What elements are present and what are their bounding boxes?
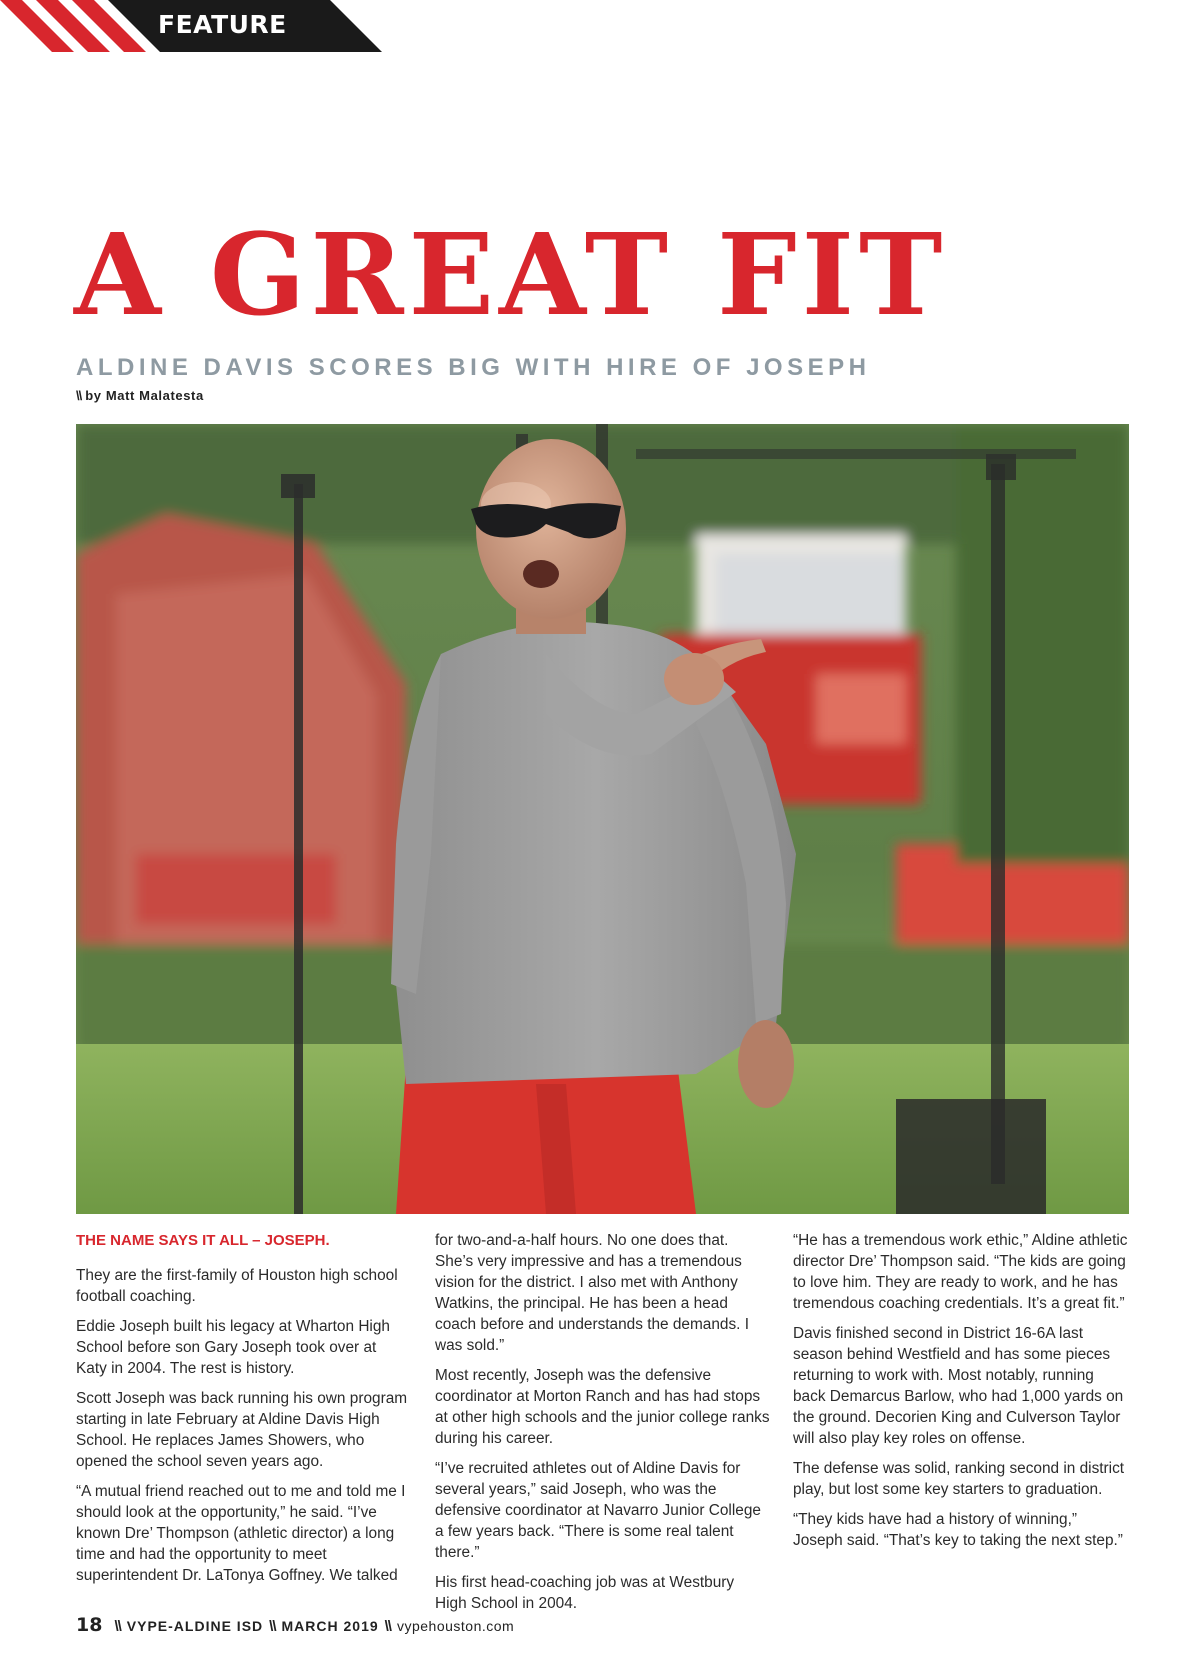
website: vypehouston.com	[396, 1618, 515, 1634]
paragraph: Davis finished second in District 16-6A last season behind Westfield and has some pieces returning to work with. Most notably, running back Demarcus Barlow, who had 1,000 yards on the ground. Decorien King and Culverson Taylor will also play key roles on offense.	[793, 1325, 1124, 1447]
article-column-1	[76, 1230, 411, 1595]
section-tab	[0, 0, 390, 52]
headline: A GREAT FIT	[74, 210, 948, 341]
article-column-3	[793, 1230, 1128, 1560]
paragraph: Most recently, Joseph was the defensive coordinator at Morton Ranch and has had stops at other high schools and the junior college ranks during his career.	[435, 1367, 770, 1447]
footer-separator: \\	[114, 1618, 121, 1635]
paragraph: “He has a tremendous work ethic,” Aldine athletic director Dre’ Thompson said. “The kids are going to love him. They are ready to work, and he has tremendous coaching credentials. It’s a great fit.”	[793, 1232, 1128, 1312]
footer-separator: \\	[384, 1618, 391, 1635]
page-footer	[76, 1614, 514, 1636]
paragraph: Scott Joseph was back running his own program starting in late February at Aldine Davis High School. He replaces James Showers, who opened the school seven years ago.	[76, 1390, 408, 1470]
coach-photo-illustration	[76, 424, 1129, 1214]
issue-date: MARCH 2019	[281, 1618, 379, 1634]
coach-photo	[76, 424, 1129, 1214]
paragraph: for two-and-a-half hours. No one does that. She’s very impressive and has a tremendous vision for the district. I also met with Anthony Watkins, the principal. He has been a head coach before and understands the demands. I was sold.”	[435, 1232, 750, 1354]
paragraph: “I’ve recruited athletes out of Aldine Davis for several years,” said Joseph, who was the defensive coordinator at Navarro Junior College a few years back. “There is some real talent there.”	[435, 1460, 761, 1561]
byline-author: by Matt Malatesta	[85, 388, 204, 403]
byline	[76, 388, 204, 403]
lead-paragraph: THE NAME SAYS IT ALL – JOSEPH.	[76, 1232, 330, 1249]
paragraph: “A mutual friend reached out to me and told me I should look at the opportunity,” he said. “I’ve known Dre’ Thompson (athletic director) a long time and had the opportunity to meet superintendent Dr. LaTonya Goffney. We talked	[76, 1483, 406, 1584]
publication-name: VYPE-ALDINE ISD	[126, 1618, 264, 1634]
paragraph: Eddie Joseph built his legacy at Wharton High School before son Gary Joseph took over at Katy in 2004. The rest is history.	[76, 1318, 390, 1377]
section-label: FEATURE	[158, 10, 287, 39]
article-column-2	[435, 1230, 770, 1623]
page-number: 18	[76, 1614, 103, 1636]
paragraph: The defense was solid, ranking second in district play, but lost some key starters to graduation.	[793, 1460, 1125, 1498]
paragraph: They are the first-family of Houston high school football coaching.	[76, 1267, 398, 1305]
paragraph: “They kids have had a history of winning,” Joseph said. “That’s key to taking the next step.”	[793, 1511, 1123, 1549]
footer-separator: \\	[269, 1618, 276, 1635]
byline-slashes: \\	[76, 388, 82, 403]
subhead: ALDINE DAVIS SCORES BIG WITH HIRE OF JOSEPH	[76, 354, 871, 381]
paragraph: His first head-coaching job was at Westbury High School in 2004.	[435, 1574, 735, 1612]
